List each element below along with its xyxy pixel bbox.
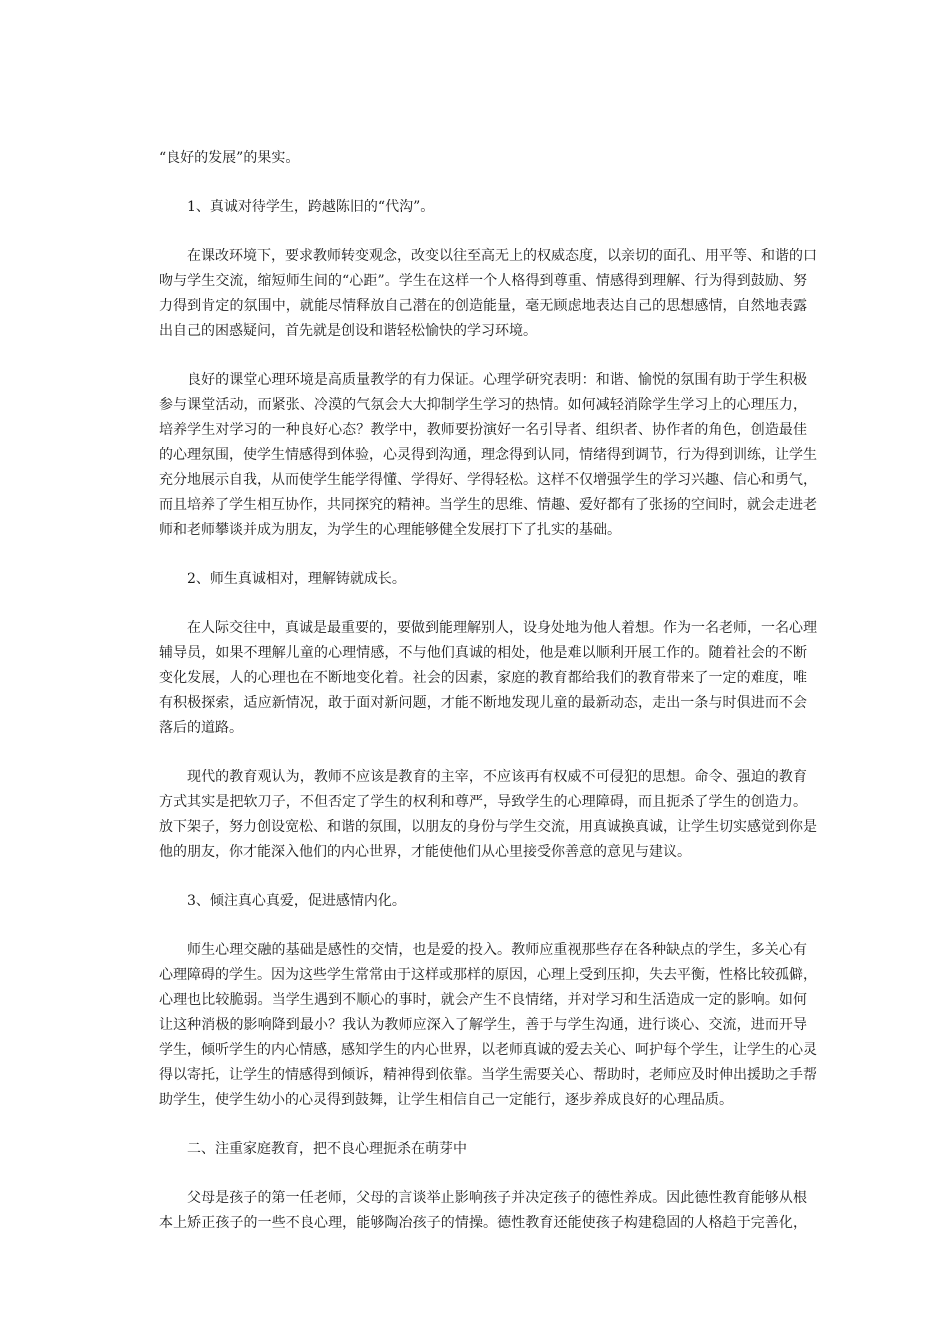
text-line: 让这种消极的影响降到最小？我认为教师应深入了解学生，善于与学生沟通，进行谈心、交流，进而开导 xyxy=(159,1017,807,1033)
text-line: 心理也比较脆弱。当学生遇到不顺心的事时，就会产生不良情绪，并对学习和生活造成一定的影响。如何 xyxy=(159,992,807,1008)
text-line: 放下架子，努力创设宽松、和谐的氛围，以朋友的身份与学生交流，用真诚换真诚，让学生切实感觉到你是 xyxy=(159,819,817,835)
text-line: 培养学生对学习的一种良好心态？教学中，教师要扮演好一名引导者、组织者、协作者的角色，创造最佳 xyxy=(159,422,807,438)
text-line: 学生，倾听学生的内心情感，感知学生的内心世界，以老师真诚的爱去关心、呵护每个学生，让学生的心灵 xyxy=(159,1042,817,1058)
text-line: 在人际交往中，真诚是最重要的，要做到能理解别人，设身处地为他人着想。作为一名老师，一名心理 xyxy=(187,620,817,636)
text-line: 在课改环境下，要求教师转变观念，改变以往至高无上的权威态度，以亲切的面孔、用平等、和谐的口 xyxy=(187,248,817,264)
text-line: 他的朋友，你才能深入他们的内心世界，才能使他们从心里接受你善意的意见与建议。 xyxy=(159,844,691,860)
section-heading: 3、倾注真心真爱，促进感情内化。 xyxy=(187,893,406,909)
section-heading: 2、师生真诚相对，理解铸就成长。 xyxy=(187,571,406,587)
text-line: 心理障碍的学生。因为这些学生常常由于这样或那样的原因，心理上受到压抑，失去平衡，性格比较孤僻， xyxy=(159,967,817,983)
text-line: 现代的教育观认为，教师不应该是教育的主宰，不应该再有权威不可侵犯的思想。命令、强迫的教育 xyxy=(187,769,807,785)
text-line: 出自己的困惑疑问，首先就是创设和谐轻松愉快的学习环境。 xyxy=(159,323,537,339)
text-line: 本上矫正孩子的一些不良心理，能够陶冶孩子的情操。德性教育还能使孩子构建稳固的人格趋于完善化， xyxy=(159,1215,807,1231)
text-line: 参与课堂活动，而紧张、冷漠的气氛会大大抑制学生学习的热情。如何减轻消除学生学习上的心理压力， xyxy=(159,397,807,413)
text-line: 良好的课堂心理环境是高质量教学的有力保证。心理学研究表明：和谐、愉悦的氛围有助于学生积极 xyxy=(187,372,807,388)
text-line: 助学生，使学生幼小的心灵得到鼓舞，让学生相信自己一定能行，逐步养成良好的心理品质。 xyxy=(159,1092,733,1108)
text-line: 充分地展示自我，从而使学生能学得懂、学得好、学得轻松。这样不仅增强学生的学习兴趣、信心和勇气， xyxy=(159,472,817,488)
text-line: 有积极探索，适应新情况，敢于面对新问题，才能不断地发现儿童的最新动态，走出一条与时俱进而不会 xyxy=(159,695,807,711)
text-line: 得以寄托，让学生的情感得到倾诉，精神得到依靠。当学生需要关心、帮助时，老师应及时伸出援助之手帮 xyxy=(159,1067,817,1083)
text-line: 的心理氛围，使学生情感得到体验，心灵得到沟通，理念得到认同，情绪得到调节，行为得到训练，让学生 xyxy=(159,447,817,463)
text-line: 父母是孩子的第一任老师，父母的言谈举止影响孩子并决定孩子的德性养成。因此德性教育能够从根 xyxy=(187,1190,807,1206)
text-line: 辅导员，如果不理解儿童的心理情感，不与他们真诚的相处，他是难以顺利开展工作的。随着社会的不断 xyxy=(159,645,807,661)
text-line: 吻与学生交流，缩短师生间的“心距”。学生在这样一个人格得到尊重、情感得到理解、行为得到鼓励、努 xyxy=(159,273,807,289)
text-line: 落后的道路。 xyxy=(159,720,243,736)
text-line: 师生心理交融的基础是感性的交情，也是爱的投入。教师应重视那些存在各种缺点的学生，多关心有 xyxy=(187,942,807,958)
text-line: 力得到肯定的氛围中，就能尽情释放自己潜在的创造能量，毫无顾虑地表达自己的思想感情，自然地表露 xyxy=(159,298,807,314)
text-line: 方式其实是把软刀子，不但否定了学生的权利和尊严，导致学生的心理障碍，而且扼杀了学生的创造力。 xyxy=(159,794,807,810)
text-line: 变化发展，人的心理也在不断地变化着。社会的因素，家庭的教育都给我们的教育带来了一定的难度，唯 xyxy=(159,670,807,686)
text-line: 师和老师攀谈并成为朋友，为学生的心理能够健全发展打下了扎实的基础。 xyxy=(159,522,621,538)
text-line: “良好的发展”的果实。 xyxy=(159,150,300,166)
section-heading: 1、真诚对待学生，跨越陈旧的“代沟”。 xyxy=(187,199,435,215)
section-heading: 二、注重家庭教育，把不良心理扼杀在萌芽中 xyxy=(187,1141,467,1157)
text-line: 而且培养了学生相互协作，共同探究的精神。当学生的思维、情趣、爱好都有了张扬的空间时，就会走进老 xyxy=(159,497,817,513)
